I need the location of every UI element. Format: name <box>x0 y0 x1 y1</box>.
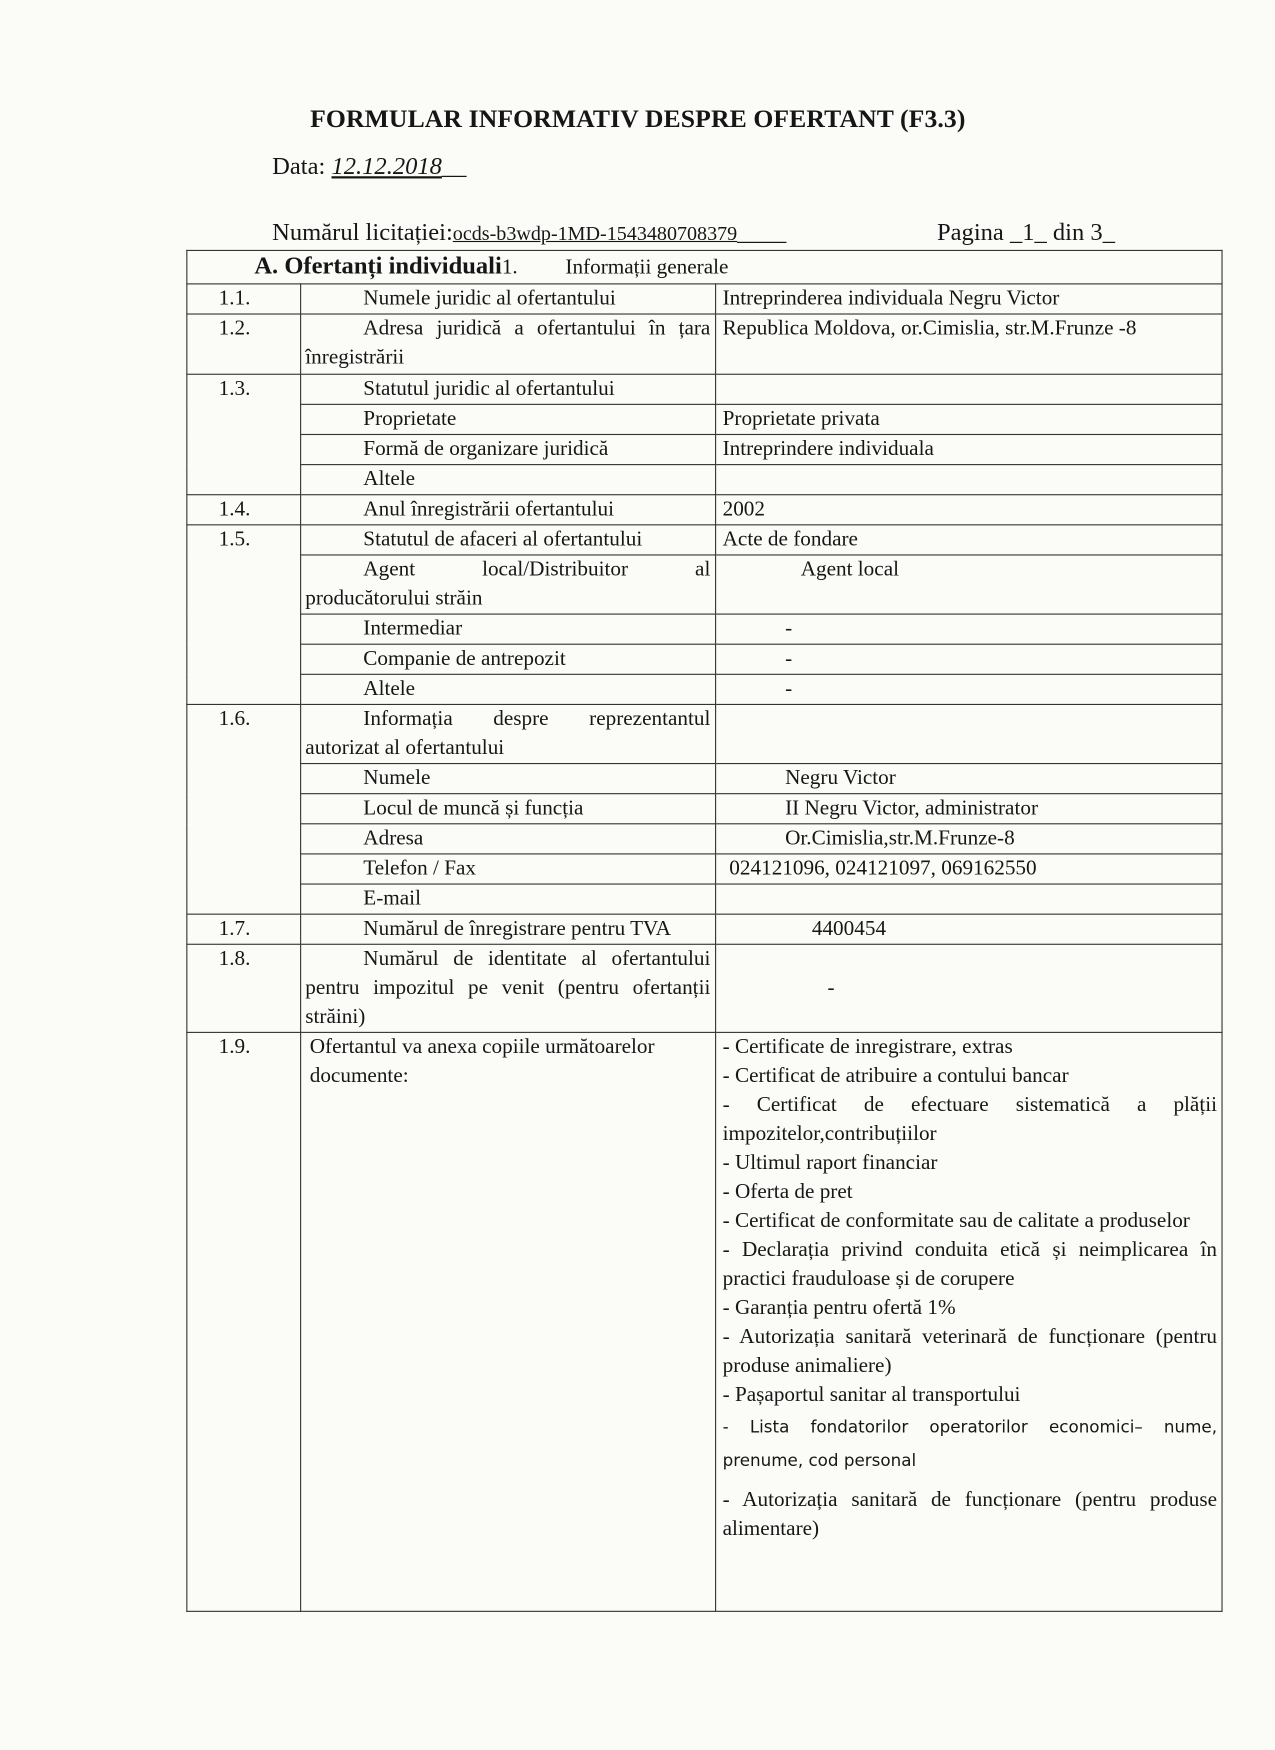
row-value: - <box>715 944 1222 1032</box>
section-subtitle: Informații generale <box>565 255 729 279</box>
table-row <box>187 1032 1222 1611</box>
document-item: - Lista fondatorilor operatorilor economici– nume, prenume, cod personal <box>722 1416 1218 1471</box>
table-row <box>187 704 1222 763</box>
page-total: 3 <box>1090 217 1103 246</box>
section-title: A. Ofertanți individuali <box>254 250 502 279</box>
row-label: Proprietate <box>300 404 715 434</box>
row-value: Or.Cimislia,str.M.Frunze-8 <box>715 824 1222 854</box>
row-num: 1.1. <box>187 284 300 314</box>
row-label: Ofertantul va anexa copiile următoarelor documente: <box>300 1032 715 1611</box>
row-label: Numele <box>300 764 715 794</box>
row-label: Altele <box>300 465 715 495</box>
table-row <box>187 824 1222 854</box>
row-value: 4400454 <box>715 914 1222 944</box>
row-num: 1.7. <box>187 914 300 944</box>
section-num: 1. <box>501 255 518 279</box>
document-item: - Pașaportul sanitar al transportului <box>722 1383 1021 1407</box>
document-item: - Garanția pentru ofertă 1% <box>722 1296 956 1320</box>
row-label: Numărul de identitate al ofertantului pentru impozitul pe venit (pentru ofertanții străini) <box>300 944 715 1032</box>
table-row <box>187 884 1222 914</box>
row-value: Agent local <box>715 555 1222 614</box>
row-num: 1.6. <box>187 704 300 914</box>
row-value: Intreprindere individuala <box>715 434 1222 464</box>
tender-label: Numărul licitației: <box>272 217 453 246</box>
document-item: - Certificate de inregistrare, extras <box>722 1035 1013 1059</box>
row-value <box>715 374 1222 404</box>
document-item: - Ultimul raport financiar <box>722 1151 938 1175</box>
date-label: Data: <box>272 151 326 180</box>
row-label: Adresa <box>300 824 715 854</box>
page-label: Pagina <box>937 217 1004 246</box>
row-num: 1.3. <box>187 374 300 494</box>
table-row <box>187 614 1222 644</box>
row-value: Negru Victor <box>715 764 1222 794</box>
row-label: Companie de antrepozit <box>300 644 715 674</box>
documents-list <box>715 1032 1222 1611</box>
row-label: Informația despre reprezentantul autorizat al ofertantului <box>300 704 715 763</box>
table-row <box>187 794 1222 824</box>
table-row <box>187 914 1222 944</box>
page-current: 1 <box>1022 217 1035 246</box>
document-item: - Declarația privind conduita etică și neimplicarea în practici frauduloase și de corupere <box>722 1238 1218 1291</box>
row-label: Numărul de înregistrare pentru TVA <box>300 914 715 944</box>
table-row <box>187 764 1222 794</box>
page-indicator: Pagina _1_ din 3_ <box>937 217 1115 246</box>
table-row <box>187 495 1222 525</box>
document-item: - Oferta de pret <box>722 1180 853 1204</box>
document-item: - Autorizația sanitară de funcționare (pentru produse alimentare) <box>722 1488 1218 1541</box>
row-value <box>715 884 1222 914</box>
table-row <box>187 525 1222 555</box>
table-row <box>187 644 1222 674</box>
section-header <box>187 250 1222 283</box>
date-line: Data: 12.12.2018__ <box>272 151 467 180</box>
row-label: Numele juridic al ofertantului <box>300 284 715 314</box>
row-label: Agent local/Distribuitor al producătorului străin <box>300 555 715 614</box>
document-item: - Certificat de atribuire a contului bancar <box>722 1064 1069 1088</box>
bidder-info-table <box>186 250 1222 1612</box>
document-item: - Autorizația sanitară veterinară de funcționare (pentru produse animaliere) <box>722 1325 1218 1378</box>
row-label: E-mail <box>300 884 715 914</box>
table-row <box>187 434 1222 464</box>
row-label: Altele <box>300 674 715 704</box>
row-value: Intreprinderea individuala Negru Victor <box>715 284 1222 314</box>
row-num: 1.2. <box>187 314 300 374</box>
page-of: din <box>1052 217 1085 246</box>
table-row <box>187 555 1222 614</box>
document-item: - Certificat de conformitate sau de calitate a produselor <box>722 1209 1190 1233</box>
row-value: Acte de fondare <box>715 525 1222 555</box>
row-label: Intermediar <box>300 614 715 644</box>
table-row <box>187 854 1222 884</box>
table-row <box>187 284 1222 314</box>
row-label: Locul de muncă și funcția <box>300 794 715 824</box>
row-value: Republica Moldova, or.Cimislia, str.M.Frunze -8 <box>715 314 1222 374</box>
row-label: Adresa juridică a ofertantului în țara înregistrării <box>300 314 715 374</box>
row-num: 1.4. <box>187 495 300 525</box>
row-label: Anul înregistrării ofertantului <box>300 495 715 525</box>
tender-number-line: Numărul licitației:ocds-b3wdp-1MD-1543480708379____ <box>272 217 787 246</box>
row-value: Proprietate privata <box>715 404 1222 434</box>
document-item: - Certificat de efectuare sistematică a plății impozitelor,contribuțiilor <box>722 1093 1218 1146</box>
row-label: Statutul juridic al ofertantului <box>300 374 715 404</box>
row-value: - <box>715 674 1222 704</box>
row-label: Telefon / Fax <box>300 854 715 884</box>
table-row <box>187 404 1222 434</box>
table-row <box>187 465 1222 495</box>
row-value: - <box>715 614 1222 644</box>
row-value: - <box>715 644 1222 674</box>
tender-value: ocds-b3wdp-1MD-1543480708379 <box>452 221 738 245</box>
table-row <box>187 944 1222 1032</box>
row-value <box>715 704 1222 763</box>
table-row <box>187 374 1222 404</box>
date-value: 12.12.2018 <box>331 151 442 180</box>
row-num: 1.8. <box>187 944 300 1032</box>
row-value: 024121096, 024121097, 069162550 <box>715 854 1222 884</box>
row-num: 1.5. <box>187 525 300 705</box>
row-label: Formă de organizare juridică <box>300 434 715 464</box>
table-row <box>187 314 1222 374</box>
row-num: 1.9. <box>187 1032 300 1611</box>
row-value: 2002 <box>715 495 1222 525</box>
row-label: Statutul de afaceri al ofertantului <box>300 525 715 555</box>
form-title: FORMULAR INFORMATIV DESPRE OFERTANT (F3.3) <box>310 104 966 133</box>
table-row <box>187 674 1222 704</box>
row-value: II Negru Victor, administrator <box>715 794 1222 824</box>
